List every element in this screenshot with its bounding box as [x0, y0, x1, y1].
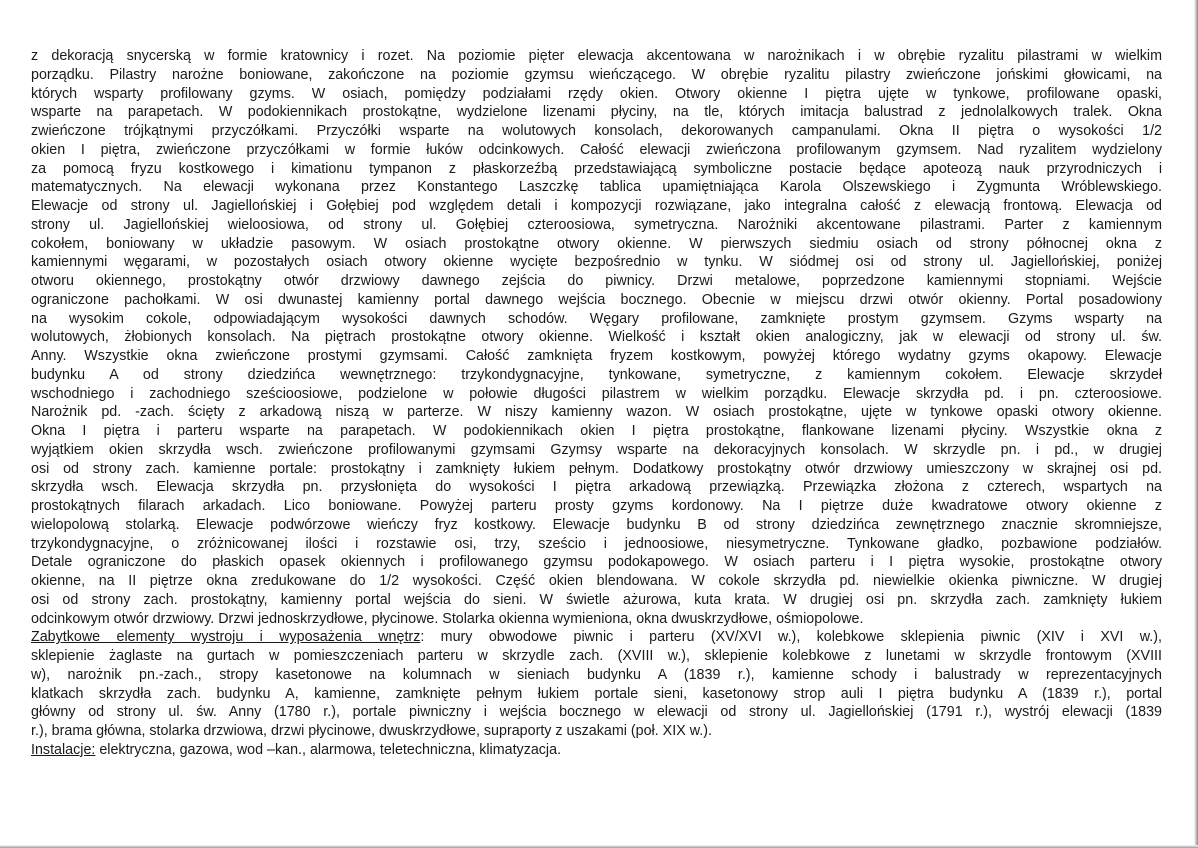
- text-line: prostokątnych filarach arkadach. Lico boniowane. Powyżej parteru prosty gzyms kordonowy. Na I piętrze duże kwadratowe otwory okienne z: [31, 498, 1162, 514]
- text-line: których wsparty profilowany gzyms. W osiach, pomiędzy podziałami rzędy okien. Otwory okienne I piętra ujęte w tynkowe, profilowane opaski,: [31, 85, 1162, 102]
- text-line: Anny. Wszystkie okna zwieńczone prostymi gzymsami. Całość zamknięta fryzem kostkowym, powyżej którego wydatny gzyms okapowy. Elewacje: [31, 348, 1162, 364]
- installations-section: [31, 741, 1162, 760]
- text-line: za pomocą fryzu kostkowego i kimationu tympanon z płaskorzeźbą przedstawiającą symboliczne postacie będące apoteozą nauk przyrodniczych i: [31, 160, 1162, 177]
- text-line: Elewacje od strony ul. Jagiellońskiej i Gołębiej pod względem detali i kompozycji rozwiązane, jako integralna całość z elewacją frontową. Elewacja od: [31, 198, 1162, 214]
- text-line: otworu okiennego, prostokątny otwór drzwiowy dawnego zejścia do piwnicy. Drzwi metalowe, poprzedzone kamiennymi stopniami. Wejście: [31, 273, 1162, 289]
- monuments-line: klatkach skrzydła zach. budynku A, kamienne, zamknięte pełnym łukiem portale sieni, kasetonowy strop auli I piętra budynku A (1839 r.), portal: [31, 685, 1162, 702]
- text-line: osi od strony zach. kamienne portale: prostokątny i zamknięty łukiem pełnym. Dodatkowy prostokątny otwór drzwiowy umieszczony w skrajnej osi pd.: [31, 460, 1162, 477]
- text-line: trzykondygnacyjne, o zróżnicowanej ilości i rozstawie osi, trzy, sześcio i jednoosiowe, niesymetryczne. Tynkowane gładko, pozbawione podziałów.: [31, 535, 1162, 552]
- installations-list: elektryczna, gazowa, wod –kan., alarmowa, teletechniczna, klimatyzacja.: [95, 741, 562, 758]
- text-line: Okna I piętra i parteru wsparte na parapetach. W podokiennikach okien I piętra prostokątne, flankowane lizenami płyciny. Wszystkie okna z: [31, 423, 1162, 439]
- text-line: skrzydła wsch. Elewacja skrzydła pn. przysłonięta do wysokości I piętra arkadową przewiązką. Przewiązka złożona z czterech, wspartych na: [31, 479, 1162, 496]
- monuments-line: r.), brama główna, stolarka drzwiowa, drzwi płycinowe, dwuskrzydłowe, supraporty z uszakami (poł. XIX w.).: [31, 723, 712, 739]
- text-line: budynku A od strony dziedzińca wewnętrznego: trzykondygnacyjne, tynkowane, symetryczne, z kamiennym cokołem. Elewacje skrzydeł: [31, 366, 1162, 383]
- text-line: wolutowych, żłobionych konsolach. Na piętrach prostokątne otwory okienne. Wielkość i kształt okien analogiczny, jak w elewacji od strony ul. św.: [31, 329, 1162, 346]
- text-line: okienne, na II piętrze okna zredukowane do 1/2 wysokości. Część okien blendowana. W cokole skrzydła pd. niewielkie okienka piwniczne. W drugiej: [31, 573, 1162, 589]
- monuments-line: sklepienie żaglaste na gurtach w pomieszczeniach parteru w skrzydle zach. (XVIII w.), sklepienie kolebkowe z lunetami w skrzydle frontowym (XVIII: [31, 648, 1162, 664]
- monuments-list: [31, 647, 1162, 741]
- monuments-heading: Zabytkowe elementy wystroju i wyposażenia wnętrz: [31, 629, 421, 646]
- text-line: kamiennymi węgarami, w pozostałych osiach otwory okienne wycięte bezpośrednio w tynku. W siódmej osi od strony ul. Jagiellońskiej, poniżej: [31, 254, 1162, 271]
- monuments-line: w), narożnik pn.-zach., stropy kasetonowe na kolumnach w sieniach budynku A (1839 r.), kamienne schody i balustrady w reprezentacyjnych: [31, 666, 1162, 683]
- text-line: Detale ograniczone do płaskich opasek okiennych i profilowanego gzymsu podokapowego. W osiach parteru i I piętra wysokie, prostokątne otwory: [31, 554, 1162, 571]
- monuments-section: [31, 628, 1162, 741]
- text-line: odcinkowym otwór drzwiowy. Drzwi jednoskrzydłowe, płycinowe. Stolarka okienna wymieniona, okna dwuskrzydłowe, ośmiopolowe.: [31, 610, 864, 627]
- text-line: na wysokim cokole, odpowiadającym wysokości dawnych schodów. Węgary profilowane, zamknięte prostym gzymsem. Gzyms wsparty na: [31, 310, 1162, 327]
- text-line: z dekoracją snycerską w formie kratownicy i rozet. Na poziomie pięter elewacja akcentowana w narożnikach i w obrębie ryzalitu pilastrami w wielkim: [31, 48, 1162, 64]
- document-body: [31, 47, 1162, 760]
- scan-edge-right: [1194, 0, 1198, 848]
- text-line: porządku. Pilastry narożne boniowane, zakończone na poziomie gzymsu wieńczącego. W obrębie ryzalitu pilastry zwieńczone jońskimi głowicami, na: [31, 66, 1162, 83]
- text-line: osi od strony zach. prostokątny, kamienny portal wejścia do sieni. W świetle ażurowa, kuta krata. W drugiej osi pn. skrzydła zach. zamknięty łukiem: [31, 591, 1162, 608]
- text-line: wyjątkiem okien skrzydła wsch. zwieńczone profilowanymi gzymsami Gzymsy wsparte na dekoracyjnych konsolach. W skrzydle pn. i pd., w drugiej: [31, 441, 1162, 458]
- text-line: wschodniego i zachodniego sześcioosiowe, podzielone w połowie długości pilastrem w wielkim porządku. Elewacje skrzydła pd. i pn. czteroosiowe.: [31, 385, 1162, 402]
- text-line: matematycznych. Na elewacji wykonana przez Konstantego Laszczkę tablica upamiętniająca Karola Olszewskiego i Zygmunta Wróblewskiego.: [31, 179, 1162, 196]
- text-line: ograniczone pachołkami. W osi dwunastej kamienny portal dawnego wejścia bocznego. Obecnie w miejscu drzwi otwór okienny. Portal posadowiony: [31, 291, 1162, 308]
- text-line: wielopolową stolarką. Elewacje podwórzowe wieńczy fryz kostkowy. Elewacje budynku B od strony dziedzińca zewnętrznego znacznie skromniejsze,: [31, 516, 1162, 533]
- text-line: zwieńczone trójkątnymi przyczółkami. Przyczółki wsparte na wolutowych konsolach, dekorowanych campanulami. Okna II piętra o wysokości 1/2: [31, 123, 1162, 139]
- monuments-first-line: : mury obwodowe piwnic i parteru (XV/XVI w.), kolebkowe sklepienia piwnic (XIV i XVI w.),: [420, 629, 1162, 646]
- text-line: cokołem, boniowany w układzie pasowym. W osiach prostokątne otwory okienne. W pierwszych siedmiu osiach od strony północnej okna z: [31, 235, 1162, 252]
- text-line: wsparte na parapetach. W podokiennikach prostokątne, wydzielone lizenami płyciny, na tle, których imitacja balustrad z jednolalkowych tralek. Okna: [31, 104, 1162, 121]
- monuments-line: główny od strony ul. św. Anny (1780 r.), portale piwniczny i wejścia bocznego w elewacji od strony ul. Jagiellońskiej (1791 r.), wystrój elewacji (1839: [31, 704, 1162, 721]
- installations-heading: Instalacje:: [31, 741, 96, 758]
- text-line: strony ul. Jagiellońskiej wieloosiowa, od strony ul. Gołębiej czteroosiowa, symetryczna. Narożniki akcentowane pilastrami. Parter z kamiennym: [31, 216, 1162, 233]
- text-line: Narożnik pd. -zach. ścięty z arkadową niszą w parterze. W niszy kamienny wazon. W osiach prostokątne, ujęte w tynkowe opaski otwory okienne.: [31, 404, 1162, 421]
- description-paragraph: [31, 47, 1162, 628]
- text-line: okien I piętra, zwieńczone przyczółkami w formie łuków odcinkowych. Całość elewacji zwieńczona profilowanym gzymsem. Nad ryzalitem wydzielony: [31, 141, 1162, 158]
